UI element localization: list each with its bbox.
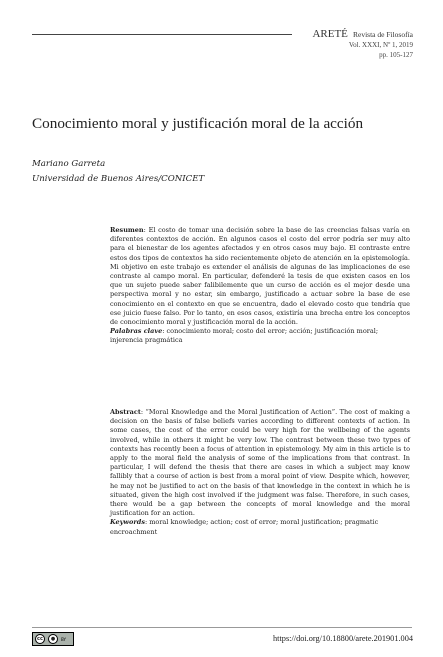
keywords-spanish-label: Palabras clave xyxy=(110,327,163,336)
journal-volume: Vol. XXXI, Nº 1, 2019 xyxy=(348,41,413,49)
by-icon: ● xyxy=(48,634,58,644)
keywords-spanish xyxy=(110,327,410,345)
keywords-english xyxy=(110,518,410,536)
keywords-spanish-text: : conocimiento moral; costo del error; acción; justificación moral; injerencia pragmática xyxy=(110,327,379,345)
abstract-english-text: : “Moral Knowledge and the Moral Justification of Action”. The cost of making a decision on the basis of false beliefs varies according to different contexts of action. In some cases, the cost of the error could be very high for the wellbeing of the agents involved, while in others it might be very low. The contrast between these two types of contexts has recently been a focus of attention in epistemology. My aim in this article is to apply to the moral field the analysis of some of the implications from that contrast. In particular, I will defend the thesis that there are cases in which a subject may know fallibly that a course of action is best from a moral point of view. Despite which, however, he may not be justified to act on the basis of that knowledge in the context in which he is situated, given the high cost involved if the judgment was false. Therefore, in such cases, there would be a gap between the concepts of moral knowledge and the moral justification for an action. xyxy=(110,408,410,518)
journal-pages: pp. 105-127 xyxy=(379,51,413,59)
author-block xyxy=(32,157,204,187)
author-name: Mariano Garreta xyxy=(32,159,106,169)
abstract-spanish-label: Resumen xyxy=(110,226,144,234)
keywords-english-text: : moral knowledge; action; cost of error; moral justification; pragmatic encroachment xyxy=(110,518,379,536)
footer-rule xyxy=(32,627,412,628)
keywords-english-label: Keywords xyxy=(110,518,145,527)
article-title: Conocimiento moral y justificación moral de la acción xyxy=(32,115,364,132)
license-by-label: BY xyxy=(61,636,66,642)
journal-subtitle: Revista de Filosofía xyxy=(353,30,413,39)
journal-name: ARETÉ xyxy=(312,28,348,40)
abstract-spanish-body xyxy=(110,226,410,327)
cc-icon: cc xyxy=(35,634,45,644)
journal-header xyxy=(312,27,413,60)
top-rule xyxy=(32,34,292,35)
abstract-spanish-text: : El costo de tomar una decisión sobre la base de las creencias falsas varía en diferentes contextos de acción. En algunos casos el costo del error podría ser muy alto para el bienestar de los agentes afectados y en otros casos muy bajo. El contraste entre estos dos tipos de contextos ha sido recientemente objeto de atención en la epistemología. Mi objetivo en este trabajo es extender el análisis de algunas de las implicaciones de ese contraste al campo moral. En particular, defenderé la tesis de que existen casos en los que un sujeto puede saber falibilemente que un curso de acción es el mejor desde una perspectiva moral y no estar, sin embargo, justificado a actuar sobre la base de ese conocimiento en el contexto en que se encuentra, dado el elevado costo que tendría que ese juicio fuese falso. Por lo tanto, en esos casos, existiría una brecha entre los conceptos de conocimiento moral y justificación moral de la acción. xyxy=(110,226,410,327)
abstract-english-label: Abstract xyxy=(110,408,141,416)
author-affiliation: Universidad de Buenos Aires/CONICET xyxy=(32,174,205,184)
abstract-spanish xyxy=(110,226,410,346)
abstract-english xyxy=(110,408,410,537)
doi-link[interactable]: https://doi.org/10.18800/arete.201901.004 xyxy=(273,634,413,643)
cc-license-badge[interactable] xyxy=(32,632,74,646)
abstract-english-body xyxy=(110,408,410,518)
